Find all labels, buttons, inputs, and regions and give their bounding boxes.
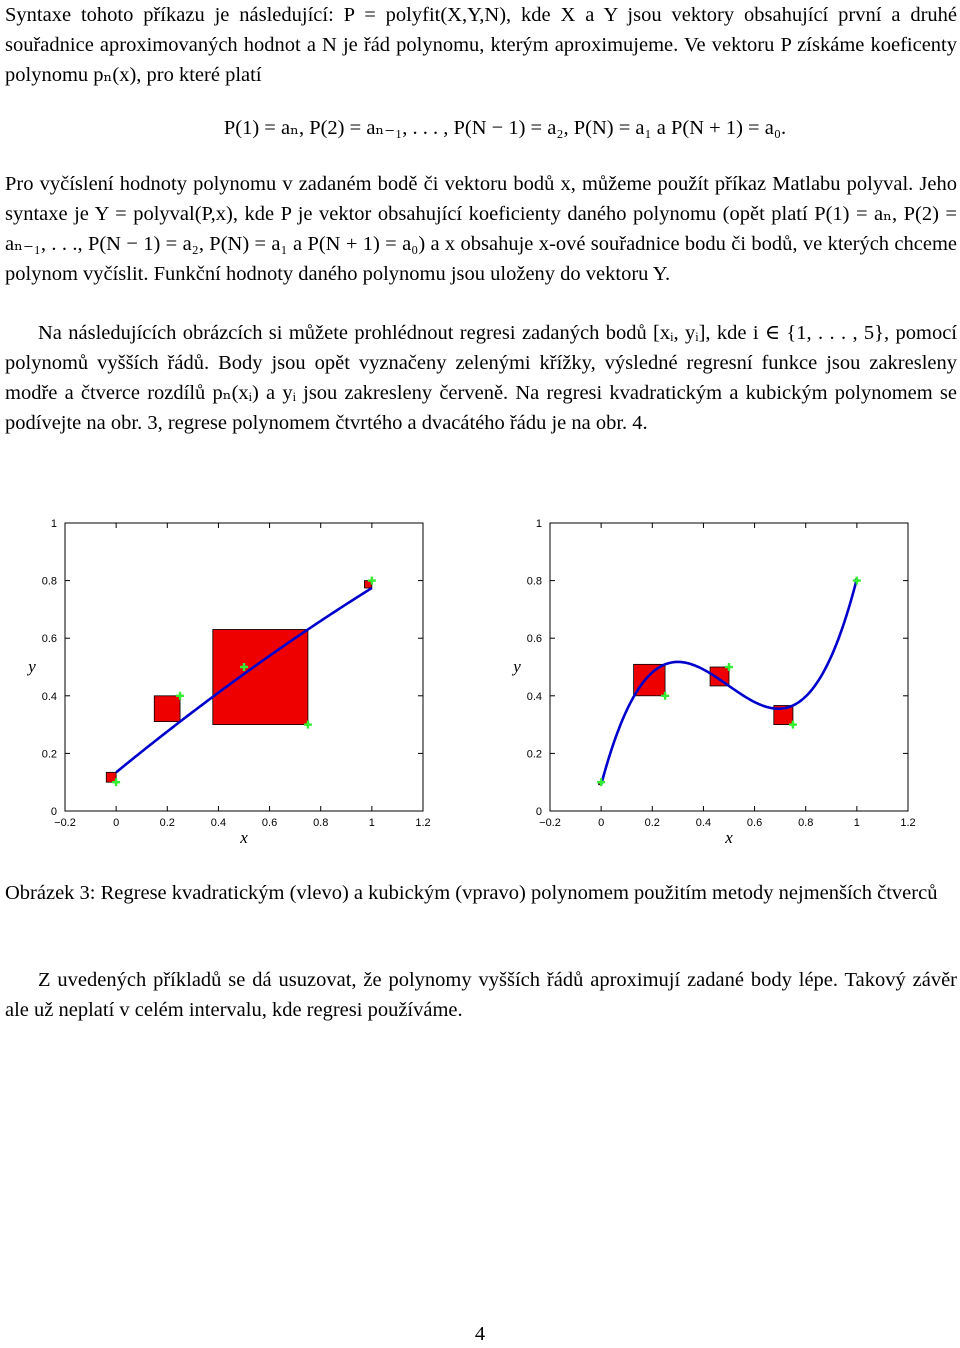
marker-dot: [727, 665, 731, 669]
y-axis-label: y: [28, 657, 36, 676]
coefficient-equation: P(1) = aₙ, P(2) = aₙ₋₁, . . . , P(N − 1) = a₂, P(N) = a₁ a P(N + 1) = a₀.: [223, 117, 787, 139]
figure-caption: Obrázek 3: Regrese kvadratickým (vlevo) a kubickým (vpravo) polynomem použitím metody nejmenších čtverců: [5, 882, 938, 904]
x-tick-label: −0.2: [54, 817, 76, 829]
paragraph-polyfit-syntax: Syntaxe tohoto příkazu je následující: P = polyfit(X,Y,N), kde X a Y jsou vektory obsahující první a druhé souřadnice aproximovaných hodnot a N je řád polynomu, kterým aproximujeme. Ve vektoru P získáme koeficenty polynomu pₙ(x), pro které platí: [5, 4, 957, 86]
y-tick-label: 0: [50, 806, 57, 818]
y-tick-label: 1: [50, 518, 57, 530]
marker-dot: [178, 694, 182, 698]
paragraph-polyval: Pro vyčíslení hodnoty polynomu v zadaném bodě či vektoru bodů x, můžeme použít příkaz Matlabu polyval. Jeho syntaxe je Y = polyval(P,x), kde P je vektor obsahující koeficienty daného polynomu (opět platí P(1) = aₙ, P(2) = aₙ₋₁, . . ., P(N − 1) = a₂, P(N) = a₁ a P(N + 1) = a₀) a x obsahuje x-ové souřadnice bodu či bodů, ve kterých chceme polynom vyčíslit. Funkční hodnoty daného polynomu jsou uloženy do vektoru Y.: [5, 173, 957, 285]
marker-dot: [599, 780, 603, 784]
chart-quadratic-regression: [20, 515, 440, 845]
x-tick-label: 0.6: [746, 817, 763, 829]
y-tick-label: 0.6: [41, 633, 57, 646]
chart-cubic-regression: [505, 515, 925, 845]
x-tick-label: 1: [853, 817, 860, 829]
y-tick-label: 0.2: [526, 748, 542, 761]
marker-dot: [370, 579, 374, 583]
residual-square: [106, 772, 116, 782]
x-tick-label: 0.8: [798, 817, 814, 829]
x-axis-label: x: [240, 828, 248, 845]
y-tick-label: 0.4: [526, 690, 542, 703]
x-tick-label: 0: [598, 817, 605, 829]
x-tick-label: 0.4: [695, 817, 712, 829]
x-tick-label: 0: [113, 817, 120, 829]
marker-dot: [242, 665, 246, 669]
residual-square: [154, 696, 180, 722]
paragraph-conclusion: Z uvedených příkladů se dá usuzovat, že polynomy vyšších řádů aproximují zadané body lépe. Takový závěr ale už neplatí v celém intervalu, kde regresi používáme.: [5, 969, 957, 1021]
y-tick-label: 0.6: [526, 633, 542, 646]
marker-dot: [663, 694, 667, 698]
x-axis-label: x: [725, 828, 733, 845]
data-point-marker: [853, 577, 861, 585]
x-tick-label: 0.8: [313, 817, 329, 829]
y-tick-label: 0.8: [41, 575, 57, 588]
marker-dot: [855, 579, 859, 583]
residual-square: [213, 629, 308, 724]
y-tick-label: 0.4: [41, 690, 57, 703]
y-tick-label: 0.2: [41, 748, 57, 761]
x-tick-label: 0.2: [644, 817, 660, 829]
x-tick-label: 1.2: [900, 817, 916, 829]
y-tick-label: 0: [535, 806, 542, 818]
x-tick-label: 1: [368, 817, 375, 829]
y-tick-label: 1: [535, 518, 542, 530]
x-tick-label: −0.2: [539, 817, 561, 829]
marker-dot: [791, 723, 795, 727]
x-tick-label: 0.4: [210, 817, 227, 829]
x-tick-label: 0.6: [261, 817, 278, 829]
paragraph-regression-figures: Na následujících obrázcích si můžete prohlédnout regresi zadaných bodů [xᵢ, yᵢ], kde i ∈ {1, . . . , 5}, pomocí polynomů vyšších řádů. Body jsou opět vyznačeny zelenými křížky, výsledné regresní funkce jsou zakresleny modře a čtverce rozdílů pₙ(xᵢ) a yᵢ jsou zakresleny červeně. Na regresi kvadratickým a kubickým polynomem se podívejte na obr. 3, regrese polynomem čtvrtého a dvacátého řádu je na obr. 4.: [5, 322, 957, 434]
y-axis-label: y: [513, 657, 521, 676]
marker-dot: [114, 780, 118, 784]
x-tick-label: 1.2: [415, 817, 431, 829]
marker-dot: [306, 723, 310, 727]
x-tick-label: 0.2: [159, 817, 175, 829]
y-tick-label: 0.8: [526, 575, 542, 588]
page-number: 4: [474, 1323, 486, 1345]
